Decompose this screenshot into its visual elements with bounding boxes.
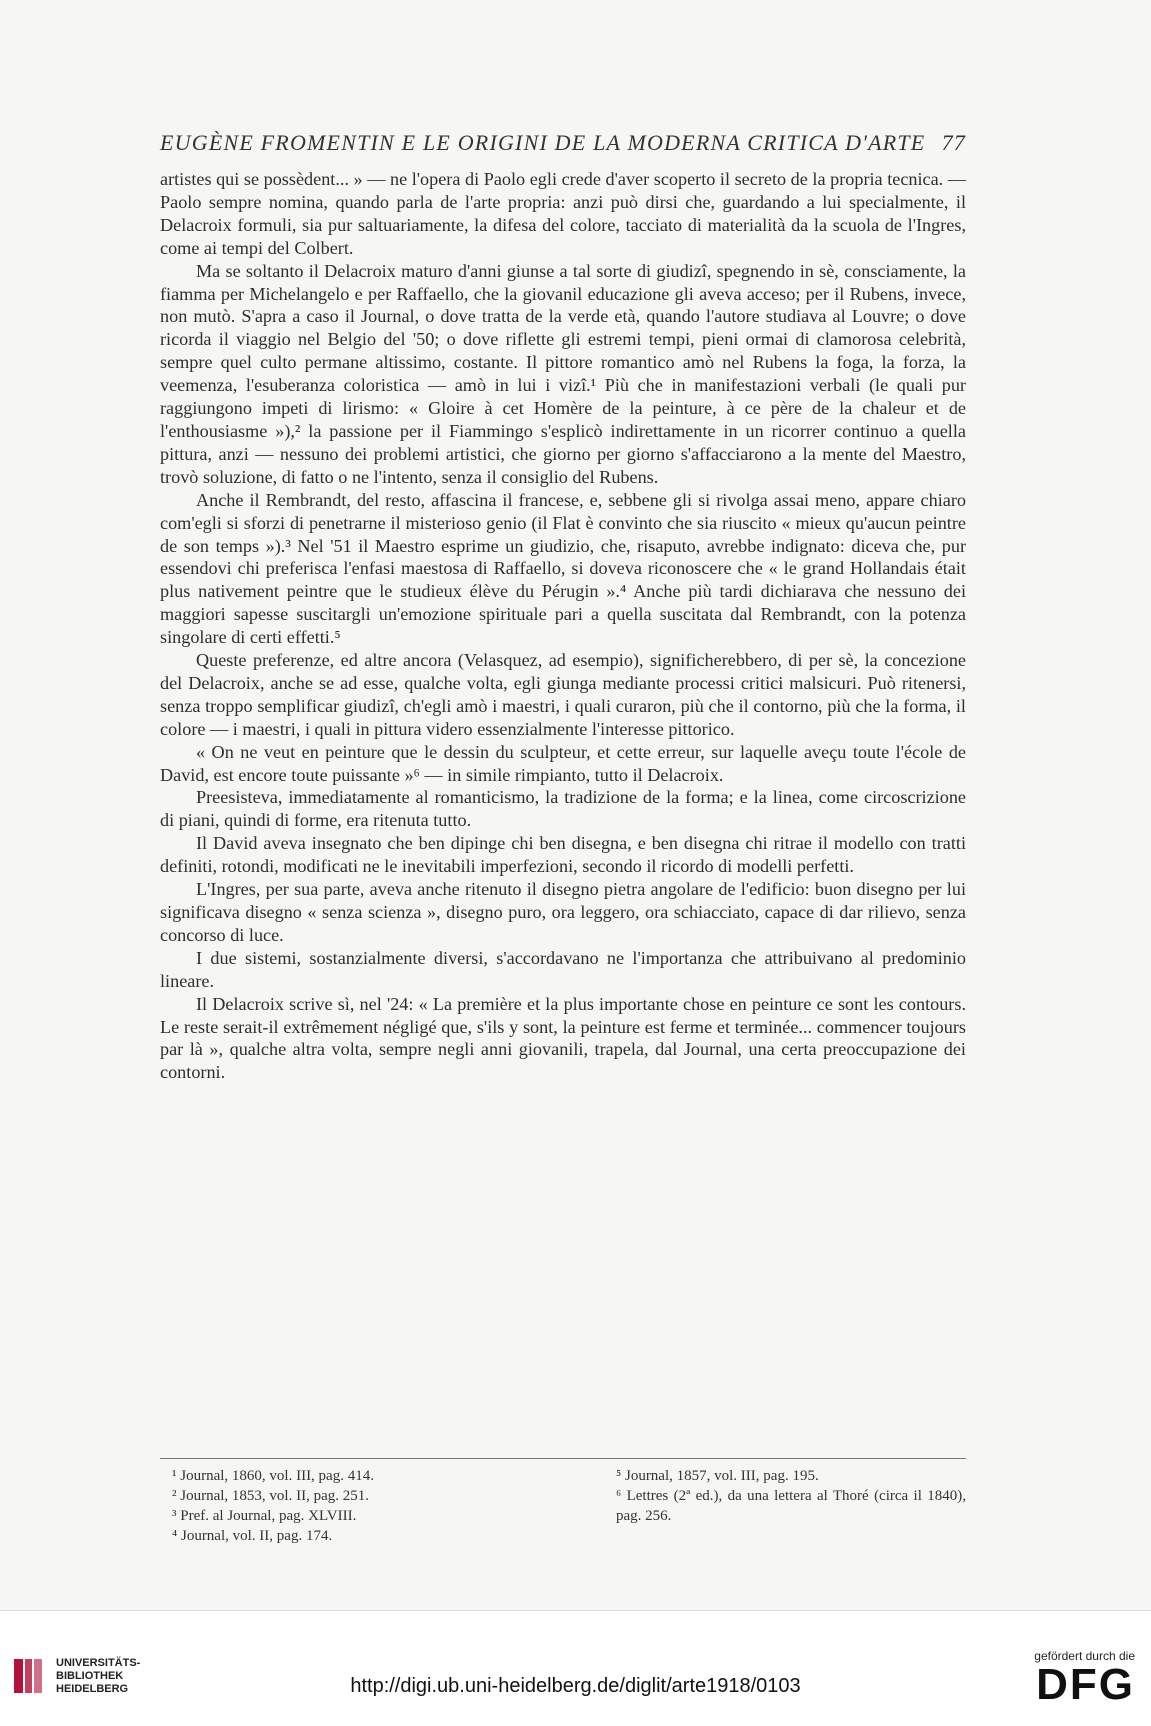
paragraph: artistes qui se possèdent... » — ne l'opera di Paolo egli crede d'aver scoperto il secreto de la propria tecnica. — Paolo sempre nomina, quando parla de l'arte propria: anzi può dirsi che, guardando a lui specialmente, il Delacroix formuli, sia pur saltuariamente, la difesa del colore, tacciato di materialità da la scuola de l'Ingres, come ai tempi del Colbert. bbox=[160, 169, 966, 258]
permalink-url[interactable]: http://digi.ub.uni-heidelberg.de/diglit/arte1918/0103 bbox=[350, 1675, 801, 1697]
paragraph: Preesisteva, immediatamente al romanticismo, la tradizione de la forma; e la linea, come circoscrizione di piani, quindi di forme, era ritenuta tutto. bbox=[160, 787, 966, 831]
footnote: ⁴ Journal, vol. II, pag. 174. bbox=[172, 1528, 333, 1544]
library-name-line: HEIDELBERG bbox=[56, 1683, 129, 1695]
page-number: 77 bbox=[941, 130, 966, 155]
footnote: ⁶ Lettres (2ª ed.), da una lettera al Thoré (circa il 1840), pag. 256. bbox=[616, 1488, 966, 1524]
footnote: ⁵ Journal, 1857, vol. III, pag. 195. bbox=[616, 1468, 819, 1484]
paragraph: Queste preferenze, ed altre ancora (Velasquez, ad esempio), significherebbero, di per sè, la concezione del Delacroix, anche se ad esse, qualche volta, egli giunga mediante processi critici malsicuri. Può ritenersi, senza troppo semplificar giudizî, ch'egli amò i maestri, i quali curaron, più che il contorno, più che la forma, il colore — i maestri, i quali in pittura videro essenzialmente l'interesse pittorico. bbox=[160, 650, 966, 739]
running-head-title: EUGÈNE FROMENTIN E LE ORIGINI DE LA MODERNA CRITICA D'ARTE bbox=[160, 130, 926, 155]
paragraph: Il David aveva insegnato che ben dipinge chi ben disegna, e ben disegna chi ritrae il modello con tratti definiti, rotondi, modificati ne le inevitabili imperfezioni, secondo il ricordo di modelli perfetti. bbox=[160, 833, 966, 877]
footnote: ¹ Journal, 1860, vol. III, pag. 414. bbox=[172, 1468, 374, 1484]
paragraph: I due sistemi, sostanzialmente diversi, s'accordavano ne l'importanza che attribuivano al predominio lineare. bbox=[160, 947, 966, 991]
library-name-line: UNIVERSITÄTS- bbox=[56, 1657, 141, 1669]
paragraph: « On ne veut en peinture que le dessin du sculpteur, et cette erreur, sur laquelle aveçu toute l'école de David, est encore toute puissante »⁶ — in simile rimpianto, tutto il Delacroix. bbox=[160, 741, 966, 785]
paragraph: Il Delacroix scrive sì, nel '24: « La première et la plus importante chose en peinture ce sont les contours. Le reste serait-il extrêmement négligé que, s'ils y sont, la peinture est ferme et terminée... commencer toujours par là », qualche altra volta, sempre negli anni giovanili, trapela, dal Journal, una certa preoccupazione dei contorni. bbox=[160, 993, 966, 1083]
paragraph: Ma se soltanto il Delacroix maturo d'anni giunse a tal sorte di giudizî, spegnendo in sè, consciamente, la fiamma per Michelangelo e per Raffaello, che la giovanil educazione gli aveva acceso; per il Rubens, invece, non mutò. S'apra a caso il Journal, o dove tratta de la verde età, quando l'autore studiava al Louvre; o dove ricorda il viaggio nel Belgio del '50; o dove riflette gli estremi tempi, pieni ormai di clamorosa celebrità, sempre quel culto permane altissimo, costante. Il pittore romantico amò nel Rubens la foga, la forza, la veemenza, l'esuberanza coloristica — amò in lui i vizî.¹ Più che in manifestazioni verbali (le quali pur raggiungono impeti di lirismo: « Gloire à cet Homère de la peinture, à ce père de la chaleur et de l'enthousiasme »),² la passione per il Fiammingo s'esplicò indirettamente in un ricorrer continuo a quella pittura, anzi — nessuno dei problemi artistici, che giorno per giorno s'affacciarono a la mente del Maestro, trovò soluzione, di fatto o ne l'intento, senza il consiglio del Rubens. bbox=[160, 260, 966, 487]
footnote: ³ Pref. al Journal, pag. XLVIII. bbox=[172, 1508, 357, 1524]
library-name-line: BIBLIOTHEK bbox=[56, 1670, 124, 1682]
footnotes bbox=[160, 1466, 966, 1546]
body-text bbox=[160, 168, 966, 1084]
paragraph: Anche il Rembrandt, del resto, affascina il francese, e, sebbene gli si rivolga assai meno, appare chiaro com'egli si sforzi di penetrarne il misterioso genio (il Flat è convinto che sia riuscito « mieux qu'aucun peintre de son temps »).³ Nel '51 il Maestro esprime un giudizio, che, risaputo, avrebbe indignato: diceva che, pur essendovi chi preferisca l'enfasi maestosa di Raffaello, si doveva riconoscere che « le grand Hollandais était plus nativement peintre que le studieux élève du Pérugin ».⁴ Anche più tardi dichiarava che nessuno dei maggiori sapesse suscitargli un'emozione spirituale pari a quella suscitata dal Rembrandt, con la potenza singolare di certi effetti.⁵ bbox=[160, 489, 966, 648]
sponsor-logo[interactable] bbox=[1005, 1649, 1135, 1707]
footnote: ² Journal, 1853, vol. II, pag. 251. bbox=[172, 1488, 369, 1504]
sponsor-caption: gefördert durch die bbox=[1034, 1649, 1135, 1663]
viewer-footer bbox=[0, 1610, 1151, 1726]
dfg-logo: DFG bbox=[1036, 1660, 1135, 1709]
paragraph: L'Ingres, per sua parte, aveva anche ritenuto il disegno pietra angolare de l'edificio: buon disegno per lui significava disegno « senza scienza », disegno puro, ora leggero, ora schiacciato, capace di dar rilievo, senza concorso di luce. bbox=[160, 879, 966, 945]
footnote-rule bbox=[160, 1458, 966, 1459]
footnotes-left-column bbox=[160, 1466, 540, 1546]
footnotes-right-column bbox=[616, 1466, 966, 1546]
